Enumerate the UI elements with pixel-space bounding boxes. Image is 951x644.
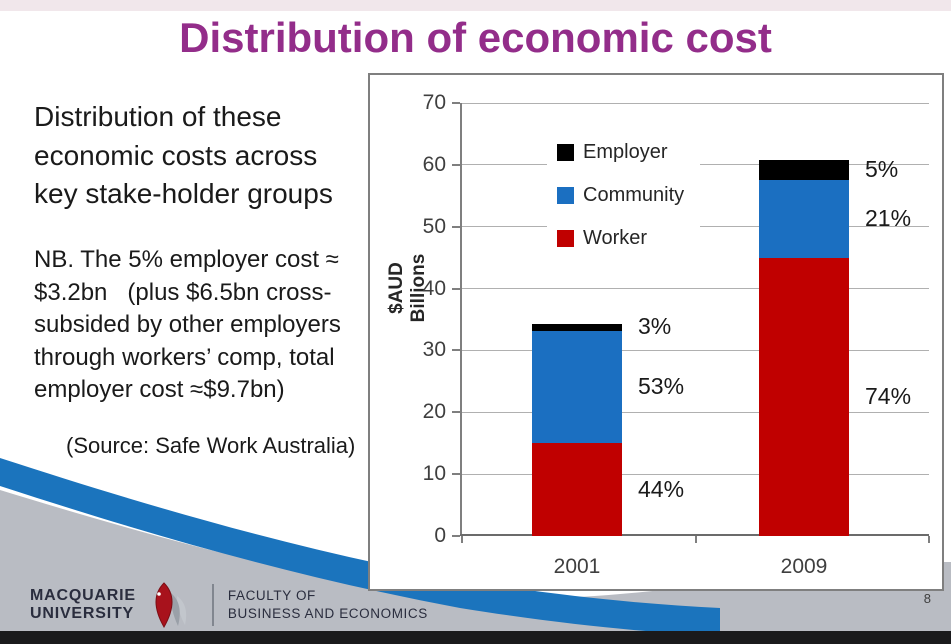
y-axis-tick <box>452 535 460 537</box>
y-tick-label: 40 <box>422 276 446 300</box>
legend-swatch-icon <box>557 144 574 161</box>
university-name <box>30 587 136 623</box>
legend-swatch-icon <box>557 187 574 204</box>
faculty-name <box>228 587 428 622</box>
bar-segment-employer <box>759 160 849 180</box>
y-axis-tick <box>452 164 460 166</box>
legend-label: Worker <box>583 227 648 249</box>
chart <box>368 73 944 591</box>
legend-label: Community <box>583 184 685 206</box>
bar-segment-worker <box>759 258 849 536</box>
body-heading: Distribution of these economic costs across key stake-holder groups <box>34 101 333 210</box>
footer-divider <box>212 584 214 626</box>
slide-title: Distribution of economic cost <box>179 14 772 61</box>
faculty-line1: FACULTY OF <box>227 588 316 604</box>
chart-legend <box>547 131 700 260</box>
gridline <box>462 288 929 289</box>
university-name-line2: UNIVERSITY <box>30 605 135 622</box>
x-axis-tick <box>928 536 930 543</box>
y-axis-tick <box>452 349 460 351</box>
page-number: 8 <box>923 591 931 606</box>
legend-label: Employer <box>583 141 668 163</box>
y-axis-tick <box>452 288 460 290</box>
y-tick-label: 30 <box>422 338 446 362</box>
bar-segment-employer <box>532 324 622 331</box>
logo-highlight-dot <box>157 592 161 596</box>
y-axis-title-line1: $AUD <box>386 262 407 314</box>
bottom-black-bar <box>0 631 951 644</box>
y-axis-tick <box>452 102 460 104</box>
percent-label: 74% <box>865 382 912 409</box>
x-axis-tick <box>461 536 463 543</box>
faculty-line2: BUSINESS AND ECONOMICS <box>227 606 428 621</box>
category-label: 2001 <box>553 555 601 578</box>
legend-swatch-icon <box>557 230 574 247</box>
x-axis-tick <box>695 536 697 543</box>
logo-red-leaf <box>156 583 172 627</box>
source-text: (Source: Safe Work Australia) <box>66 433 356 458</box>
y-tick-label: 20 <box>422 400 446 424</box>
y-axis-tick <box>452 411 460 413</box>
university-name-line1: MACQUARIE <box>30 587 136 605</box>
y-tick-label: 70 <box>422 91 446 114</box>
legend-item <box>557 217 684 260</box>
percent-label: 3% <box>638 313 672 340</box>
note-text: NB. The 5% employer cost ≈ $3.2bn (plus $6.5bn cross-subsided by other employers through workers’ comp, total employer cost ≈$9.7bn) <box>34 245 348 404</box>
bar-segment-community <box>532 331 622 444</box>
y-axis-tick <box>452 473 460 475</box>
percent-label: 44% <box>638 475 685 502</box>
legend-item <box>557 131 684 174</box>
y-tick-label: 60 <box>422 152 446 176</box>
percent-label: 5% <box>865 155 899 182</box>
y-axis-title-line2: Billions <box>407 253 429 323</box>
y-tick-label: 50 <box>422 214 446 238</box>
legend-item <box>557 174 684 217</box>
university-logo-icon <box>144 580 196 630</box>
bar-segment-community <box>759 180 849 258</box>
category-label: 2009 <box>780 555 828 578</box>
percent-label: 21% <box>865 204 912 231</box>
plot-area <box>386 91 929 578</box>
y-tick-label: 10 <box>422 462 446 486</box>
footer-branding <box>30 580 428 630</box>
left-text-panel <box>34 98 382 459</box>
gridline <box>462 103 929 104</box>
y-axis-tick <box>452 226 460 228</box>
percent-label: 53% <box>638 372 685 399</box>
y-tick-label: 0 <box>434 524 446 547</box>
bar-segment-worker <box>532 443 622 536</box>
